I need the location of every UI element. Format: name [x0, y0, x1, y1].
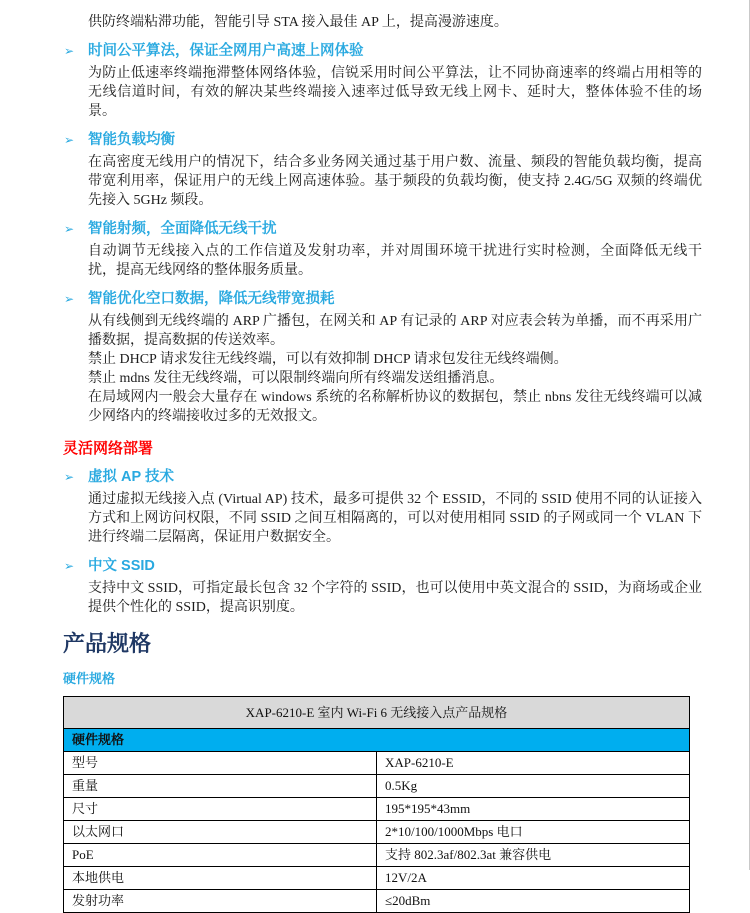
arrow-bullet-icon: ➢ [64, 222, 75, 236]
feature-section-virtual-ap [63, 468, 702, 547]
arrow-bullet-icon: ➢ [64, 559, 75, 573]
spec-label-cell: 重量 [64, 775, 377, 798]
hardware-spec-subheading: 硬件规格 [63, 671, 116, 686]
spec-label-cell: PoE [64, 844, 377, 867]
feature-heading [64, 290, 702, 309]
spec-table-section-header: 硬件规格 [64, 729, 690, 752]
feature-heading [64, 557, 702, 576]
feature-paragraph: 为防止低速率终端拖滞整体网络体验，信锐采用时间公平算法，让不同协商速率的终端占用相等的无线信道时间，有效的解决某些终端接入速率过低导致无线上网卡、延时大，整体体验不佳的场景。 [88, 66, 702, 119]
spec-value-cell: 2*10/100/1000Mbps 电口 [377, 821, 690, 844]
feature-paragraph: 禁止 DHCP 请求发往无线终端，可以有效抑制 DHCP 请求包发往无线终端侧。 [88, 352, 568, 367]
feature-section-time-fairness [63, 42, 702, 121]
feature-section-load-balancing [63, 131, 702, 210]
feature-paragraph: 自动调节无线接入点的工作信道及发射功率，并对周围环境干扰进行实时检测，全面降低无线干扰，提高无线网络的整体服务质量。 [88, 244, 702, 278]
table-row [64, 798, 690, 821]
feature-paragraph: 在高密度无线用户的情况下，结合多业务网关通过基于用户数、流量、频段的智能负载均衡，提高带宽利用率，保证用户的无线上网高速体验。基于频段的负载均衡，使支持 2.4G/5G 双频的终端优先接入 5GHz 频段。 [88, 155, 702, 208]
feature-heading [64, 468, 702, 487]
spec-table-band-row [64, 729, 690, 752]
feature-title: 虚拟 AP 技术 [88, 469, 174, 485]
feature-title: 智能射频，全面降低无线干扰 [88, 221, 277, 237]
feature-section-smart-rf [63, 220, 702, 280]
spec-table-title: XAP-6210-E 室内 Wi-Fi 6 无线接入点产品规格 [64, 697, 690, 729]
feature-paragraph: 在局域网内一般会大量存在 windows 系统的名称解析协议的数据包，禁止 nbns 发往无线终端可以减少网络内的终端接收过多的无效报文。 [88, 390, 702, 424]
spec-value-cell: 支持 802.3af/802.3at 兼容供电 [377, 844, 690, 867]
spec-label-cell: 本地供电 [64, 867, 377, 890]
spec-label-cell: 发射功率 [64, 890, 377, 913]
feature-title: 中文 SSID [88, 558, 155, 574]
table-row [64, 890, 690, 913]
feature-heading [64, 131, 702, 150]
spec-table [63, 696, 690, 913]
feature-section-chinese-ssid [63, 557, 702, 617]
product-spec-heading: 产品规格 [63, 631, 152, 656]
spec-value-cell: 195*195*43mm [377, 798, 690, 821]
feature-paragraph: 通过虚拟无线接入点 (Virtual AP) 技术，最多可提供 32 个 ESSID，不同的 SSID 使用不同的认证接入方式和上网访问权限，不同 SSID 之间互相隔离的，可以对使用相同 SSID 的子网或同一个 VLAN 下进行终端二层隔离，保证用户数据安全。 [88, 492, 702, 545]
spec-value-cell: XAP-6210-E [377, 752, 690, 775]
flexible-deployment-heading: 灵活网络部署 [63, 440, 154, 457]
feature-section-airtime-optimization [63, 290, 702, 426]
feature-heading [64, 42, 702, 61]
arrow-bullet-icon: ➢ [64, 44, 75, 58]
spec-label-cell: 以太网口 [64, 821, 377, 844]
arrow-bullet-icon: ➢ [64, 470, 75, 484]
intro-paragraph: 供防终端粘滞功能，智能引导 STA 接入最佳 AP 上，提高漫游速度。 [88, 15, 508, 30]
arrow-bullet-icon: ➢ [64, 292, 75, 306]
feature-title: 智能优化空口数据，降低无线带宽损耗 [88, 291, 335, 307]
spec-value-cell: ≤20dBm [377, 890, 690, 913]
spec-label-cell: 尺寸 [64, 798, 377, 821]
feature-paragraph: 支持中文 SSID，可指定最长包含 32 个字符的 SSID，也可以使用中英文混合的 SSID，为商场或企业提供个性化的 SSID，提高识别度。 [88, 581, 702, 615]
feature-paragraph: 禁止 mdns 发往无线终端，可以限制终端向所有终端发送组播消息。 [88, 371, 504, 386]
table-row [64, 867, 690, 890]
arrow-bullet-icon: ➢ [64, 133, 75, 147]
spec-table-title-row [64, 697, 690, 729]
feature-title: 智能负载均衡 [88, 132, 175, 148]
feature-paragraph: 从有线侧到无线终端的 ARP 广播包，在网关和 AP 有记录的 ARP 对应表会转为单播，而不再采用广播数据，提高数据的传送效率。 [88, 314, 702, 348]
table-row [64, 821, 690, 844]
spec-label-cell: 型号 [64, 752, 377, 775]
table-row [64, 844, 690, 867]
spec-value-cell: 0.5Kg [377, 775, 690, 798]
feature-heading [64, 220, 702, 239]
table-row [64, 775, 690, 798]
feature-title: 时间公平算法，保证全网用户高速上网体验 [88, 43, 364, 59]
spec-value-cell: 12V/2A [377, 867, 690, 890]
table-row [64, 752, 690, 775]
